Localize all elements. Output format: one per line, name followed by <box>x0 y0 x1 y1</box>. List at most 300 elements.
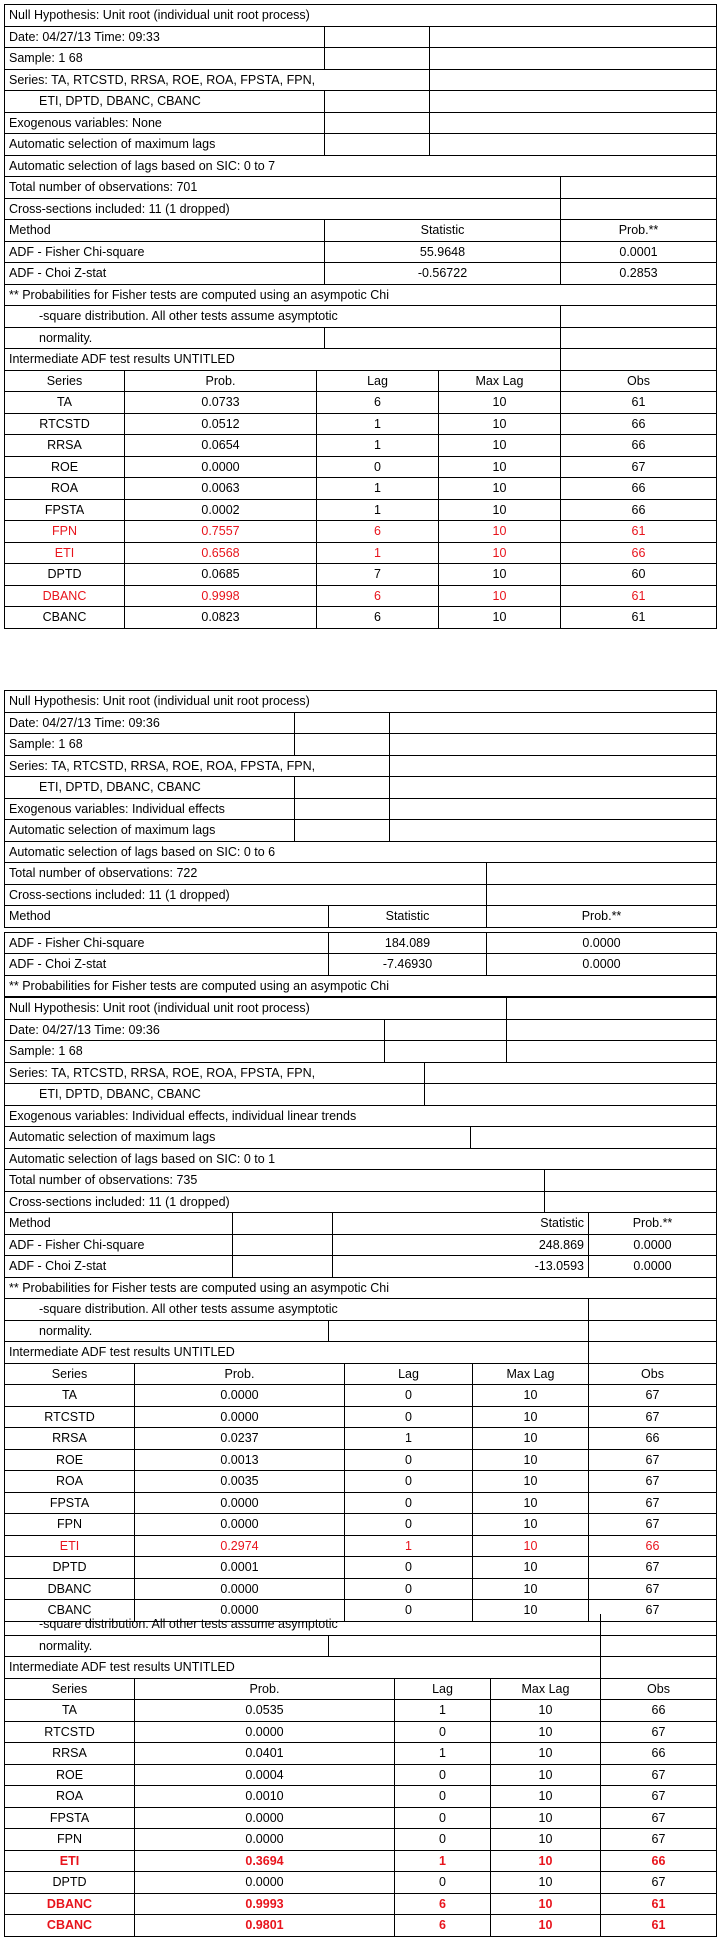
method-name: ADF - Fisher Chi-square <box>5 1234 233 1256</box>
method-statistic: -0.56722 <box>325 263 561 285</box>
lag-cell: 0 <box>345 1600 473 1622</box>
max-lag-cell: 10 <box>491 1915 601 1937</box>
max-lag-cell: 10 <box>473 1428 589 1450</box>
obs-cell: 67 <box>589 1492 717 1514</box>
auto-sic-lags: Automatic selection of lags based on SIC: 0 to 7 <box>5 155 717 177</box>
lag-cell: 1 <box>395 1700 491 1722</box>
probability-note: ** Probabilities for Fisher tests are computed using an asympotic Chi <box>5 975 717 997</box>
col-obs: Obs <box>601 1679 717 1700</box>
lag-cell: 1 <box>345 1535 473 1557</box>
obs-cell: 66 <box>561 499 717 521</box>
series-cell: ETI <box>5 1535 135 1557</box>
prob-cell: 0.0035 <box>135 1471 345 1493</box>
prob-cell: 0.0013 <box>135 1449 345 1471</box>
probability-note-end: normality. <box>5 327 325 349</box>
table-row <box>5 1428 717 1450</box>
max-lag-cell: 10 <box>473 1492 589 1514</box>
prob-cell: 0.0002 <box>125 499 317 521</box>
lag-cell: 0 <box>395 1786 491 1808</box>
series-cell: ROA <box>5 1786 135 1808</box>
series-list-cont: ETI, DPTD, DBANC, CBANC <box>5 777 295 799</box>
intermediate-title: Intermediate ADF test results UNTITLED <box>5 1657 601 1679</box>
lag-cell: 1 <box>395 1850 491 1872</box>
obs-cell: 67 <box>589 1449 717 1471</box>
prob-cell: 0.0000 <box>135 1829 395 1851</box>
method-name: ADF - Choi Z-stat <box>5 1256 233 1278</box>
auto-sic-lags: Automatic selection of lags based on SIC: 0 to 1 <box>5 1148 717 1170</box>
method-results-table <box>4 932 717 998</box>
prob-header: Prob.** <box>589 1213 717 1234</box>
prob-cell: 0.0654 <box>125 435 317 457</box>
series-cell: RTCSTD <box>5 413 125 435</box>
col-prob: Prob. <box>135 1679 395 1700</box>
col-obs: Obs <box>589 1364 717 1385</box>
date-time: Date: 04/27/13 Time: 09:36 <box>5 712 295 734</box>
lag-cell: 6 <box>317 521 439 543</box>
table-row <box>5 1807 717 1829</box>
null-hypothesis: Null Hypothesis: Unit root (individual unit root process) <box>5 998 507 1020</box>
date-time: Date: 04/27/13 Time: 09:33 <box>5 26 325 48</box>
total-observations: Total number of observations: 735 <box>5 1170 545 1191</box>
obs-cell: 66 <box>589 1535 717 1557</box>
table-row <box>5 478 717 500</box>
notes-table <box>4 285 717 371</box>
max-lag-cell: 10 <box>491 1829 601 1851</box>
notes-table <box>4 1614 717 1679</box>
max-lag-cell: 10 <box>473 1600 589 1622</box>
lag-cell: 1 <box>317 435 439 457</box>
prob-cell: 0.0401 <box>135 1743 395 1765</box>
max-lag-cell: 10 <box>473 1471 589 1493</box>
method-statistic: 184.089 <box>329 932 487 954</box>
obs-cell: 61 <box>561 607 717 629</box>
prob-cell: 0.0000 <box>135 1872 395 1894</box>
method-prob: 0.0000 <box>589 1256 717 1278</box>
series-cell: ROE <box>5 456 125 478</box>
col-prob: Prob. <box>125 371 317 392</box>
obs-cell: 61 <box>561 392 717 414</box>
prob-header: Prob.** <box>487 906 717 927</box>
method-prob: 0.0000 <box>487 954 717 976</box>
table-row <box>5 1492 717 1514</box>
method-prob: 0.0000 <box>487 932 717 954</box>
max-lag-cell: 10 <box>439 499 561 521</box>
series-cell: RTCSTD <box>5 1721 135 1743</box>
intermediate-results-table <box>4 1679 717 1937</box>
prob-cell: 0.0000 <box>135 1492 345 1514</box>
max-lag-cell: 10 <box>439 542 561 564</box>
method-table <box>4 1213 717 1278</box>
method-table <box>4 220 717 285</box>
obs-cell: 67 <box>589 1578 717 1600</box>
max-lag-cell: 10 <box>473 1514 589 1536</box>
method-prob: 0.0001 <box>561 241 717 263</box>
series-list: Series: TA, RTCSTD, RRSA, ROE, ROA, FPSTA, FPN, <box>5 755 390 777</box>
series-cell: TA <box>5 392 125 414</box>
obs-cell: 67 <box>601 1721 717 1743</box>
probability-note-cont: -square distribution. All other tests assume asymptotic <box>5 306 561 328</box>
series-cell: RRSA <box>5 435 125 457</box>
table-row <box>5 1915 717 1937</box>
series-cell: DBANC <box>5 1893 135 1915</box>
prob-cell: 0.0000 <box>135 1578 345 1600</box>
max-lag-cell: 10 <box>439 607 561 629</box>
prob-cell: 0.0000 <box>135 1385 345 1407</box>
col-prob: Prob. <box>135 1364 345 1385</box>
table-row <box>5 1893 717 1915</box>
obs-cell: 61 <box>561 585 717 607</box>
test-header-table <box>4 690 717 863</box>
prob-cell: 0.0000 <box>135 1406 345 1428</box>
series-cell: FPN <box>5 521 125 543</box>
prob-cell: 0.0000 <box>135 1600 345 1622</box>
obs-cell: 61 <box>601 1893 717 1915</box>
prob-cell: 0.9998 <box>125 585 317 607</box>
max-lag-cell: 10 <box>491 1743 601 1765</box>
table-row <box>5 435 717 457</box>
prob-cell: 0.2974 <box>135 1535 345 1557</box>
series-cell: ROE <box>5 1764 135 1786</box>
table-row <box>5 499 717 521</box>
table-row <box>5 1557 717 1579</box>
lag-cell: 6 <box>395 1915 491 1937</box>
sample: Sample: 1 68 <box>5 734 295 756</box>
col-series: Series <box>5 1364 135 1385</box>
max-lag-cell: 10 <box>439 392 561 414</box>
max-lag-cell: 10 <box>491 1700 601 1722</box>
prob-cell: 0.0010 <box>135 1786 395 1808</box>
table-row <box>5 607 717 629</box>
prob-cell: 0.0237 <box>135 1428 345 1450</box>
series-list: Series: TA, RTCSTD, RRSA, ROE, ROA, FPSTA, FPN, <box>5 1063 425 1084</box>
probability-note: ** Probabilities for Fisher tests are computed using an asympotic Chi <box>5 1278 717 1299</box>
cross-sections: Cross-sections included: 11 (1 dropped) <box>5 1191 545 1213</box>
auto-max-lags: Automatic selection of maximum lags <box>5 820 295 842</box>
table-row <box>5 1471 717 1493</box>
series-cell: CBANC <box>5 607 125 629</box>
max-lag-cell: 10 <box>491 1893 601 1915</box>
series-cell: DBANC <box>5 1578 135 1600</box>
prob-cell: 0.0000 <box>135 1721 395 1743</box>
table-row <box>5 1700 717 1722</box>
date-time: Date: 04/27/13 Time: 09:36 <box>5 1019 385 1041</box>
auto-sic-lags: Automatic selection of lags based on SIC: 0 to 6 <box>5 841 717 863</box>
exogenous-variables: Exogenous variables: Individual effects <box>5 798 295 820</box>
lag-cell: 6 <box>317 585 439 607</box>
statistic-header: Statistic <box>333 1213 589 1234</box>
table-row <box>5 1850 717 1872</box>
lag-cell: 1 <box>395 1743 491 1765</box>
lag-cell: 0 <box>395 1721 491 1743</box>
max-lag-cell: 10 <box>473 1406 589 1428</box>
max-lag-cell: 10 <box>491 1807 601 1829</box>
lag-cell: 0 <box>345 1471 473 1493</box>
unit-root-test-individual-effects <box>4 690 716 997</box>
notes-table <box>4 1278 717 1364</box>
series-cell: RTCSTD <box>5 1406 135 1428</box>
obs-cell: 60 <box>561 564 717 586</box>
max-lag-cell: 10 <box>439 478 561 500</box>
intermediate-title: Intermediate ADF test results UNTITLED <box>5 349 561 371</box>
series-cell: ROA <box>5 478 125 500</box>
max-lag-cell: 10 <box>491 1850 601 1872</box>
table-row <box>5 564 717 586</box>
col-series: Series <box>5 1679 135 1700</box>
obs-cell: 67 <box>589 1471 717 1493</box>
method-statistic: -7.46930 <box>329 954 487 976</box>
method-header: Method <box>5 220 325 241</box>
table-row <box>5 456 717 478</box>
lag-cell: 6 <box>317 392 439 414</box>
series-cell: DBANC <box>5 585 125 607</box>
table-row <box>5 1535 717 1557</box>
series-cell: TA <box>5 1385 135 1407</box>
series-cell: FPN <box>5 1514 135 1536</box>
lag-cell: 0 <box>317 456 439 478</box>
lag-cell: 0 <box>395 1764 491 1786</box>
null-hypothesis: Null Hypothesis: Unit root (individual unit root process) <box>5 5 717 27</box>
prob-cell: 0.9801 <box>135 1915 395 1937</box>
table-row <box>5 1578 717 1600</box>
prob-cell: 0.0004 <box>135 1764 395 1786</box>
max-lag-cell: 10 <box>439 413 561 435</box>
lag-cell: 0 <box>345 1385 473 1407</box>
series-cell: ETI <box>5 1850 135 1872</box>
lag-cell: 1 <box>345 1428 473 1450</box>
max-lag-cell: 10 <box>439 435 561 457</box>
series-cell: DPTD <box>5 564 125 586</box>
series-list-cont: ETI, DPTD, DBANC, CBANC <box>5 91 325 113</box>
lag-cell: 0 <box>345 1406 473 1428</box>
prob-cell: 0.0063 <box>125 478 317 500</box>
prob-cell: 0.0733 <box>125 392 317 414</box>
prob-cell: 0.0823 <box>125 607 317 629</box>
probability-note-cont: -square distribution. All other tests assume asymptotic <box>5 1299 589 1321</box>
prob-cell: 0.0000 <box>135 1514 345 1536</box>
table-row <box>5 1514 717 1536</box>
obs-cell: 66 <box>601 1700 717 1722</box>
lag-cell: 0 <box>345 1449 473 1471</box>
prob-cell: 0.0001 <box>135 1557 345 1579</box>
obs-cell: 66 <box>561 435 717 457</box>
obs-cell: 66 <box>561 542 717 564</box>
obs-cell: 61 <box>601 1915 717 1937</box>
table-row <box>5 1406 717 1428</box>
table-row <box>5 1385 717 1407</box>
obs-cell: 67 <box>601 1872 717 1894</box>
table-row <box>5 1872 717 1894</box>
method-name: ADF - Choi Z-stat <box>5 954 329 976</box>
method-name: ADF - Fisher Chi-square <box>5 241 325 263</box>
obs-cell: 67 <box>589 1385 717 1407</box>
sample: Sample: 1 68 <box>5 48 325 70</box>
series-cell: CBANC <box>5 1915 135 1937</box>
lags-table <box>4 1127 717 1170</box>
series-cell: FPSTA <box>5 499 125 521</box>
obs-cell: 67 <box>601 1829 717 1851</box>
intermediate-results-table <box>4 1364 717 1622</box>
series-cell: CBANC <box>5 1600 135 1622</box>
auto-max-lags: Automatic selection of maximum lags <box>5 1127 471 1148</box>
series-cell: ROE <box>5 1449 135 1471</box>
table-row <box>5 1743 717 1765</box>
max-lag-cell: 10 <box>491 1764 601 1786</box>
table-row <box>5 1449 717 1471</box>
method-prob: 0.0000 <box>589 1234 717 1256</box>
obs-cell: 67 <box>589 1514 717 1536</box>
method-statistic: -13.0593 <box>333 1256 589 1278</box>
obs-cell: 67 <box>589 1600 717 1622</box>
max-lag-cell: 10 <box>439 521 561 543</box>
lag-cell: 0 <box>395 1807 491 1829</box>
col-max-lag: Max Lag <box>439 371 561 392</box>
col-obs: Obs <box>561 371 717 392</box>
max-lag-cell: 10 <box>473 1449 589 1471</box>
series-cell: TA <box>5 1700 135 1722</box>
probability-note-end: normality. <box>5 1635 329 1657</box>
obs-cell: 67 <box>561 456 717 478</box>
unit-root-test-individual-trends <box>4 997 716 1622</box>
exogenous-variables: Exogenous variables: Individual effects, individual linear trends <box>5 1105 717 1127</box>
probability-note: ** Probabilities for Fisher tests are computed using an asympotic Chi <box>5 285 717 306</box>
lag-cell: 0 <box>345 1492 473 1514</box>
col-lag: Lag <box>317 371 439 392</box>
series-cell: DPTD <box>5 1557 135 1579</box>
lag-cell: 0 <box>395 1872 491 1894</box>
col-lag: Lag <box>395 1679 491 1700</box>
intermediate-results-continued <box>4 1614 716 1937</box>
table-row <box>5 1721 717 1743</box>
null-hypothesis: Null Hypothesis: Unit root (individual unit root process) <box>5 691 717 713</box>
method-prob: 0.2853 <box>561 263 717 285</box>
max-lag-cell: 10 <box>473 1557 589 1579</box>
series-cell: RRSA <box>5 1743 135 1765</box>
lag-cell: 1 <box>317 478 439 500</box>
sample: Sample: 1 68 <box>5 1041 385 1063</box>
table-row <box>5 392 717 414</box>
prob-cell: 0.0535 <box>135 1700 395 1722</box>
total-observations: Total number of observations: 701 <box>5 177 561 198</box>
prob-cell: 0.3694 <box>135 1850 395 1872</box>
obs-cell: 66 <box>561 478 717 500</box>
total-observations: Total number of observations: 722 <box>5 863 487 884</box>
series-cell: RRSA <box>5 1428 135 1450</box>
lag-cell: 6 <box>317 607 439 629</box>
method-table <box>4 906 717 928</box>
prob-cell: 0.0000 <box>135 1807 395 1829</box>
obs-table <box>4 863 717 906</box>
max-lag-cell: 10 <box>491 1872 601 1894</box>
obs-cell: 66 <box>589 1428 717 1450</box>
lag-cell: 0 <box>345 1578 473 1600</box>
obs-cell: 66 <box>561 413 717 435</box>
method-header: Method <box>5 1213 233 1234</box>
obs-cell: 67 <box>601 1786 717 1808</box>
series-cell: FPSTA <box>5 1492 135 1514</box>
max-lag-cell: 10 <box>491 1786 601 1808</box>
method-header: Method <box>5 906 329 927</box>
lag-cell: 1 <box>317 413 439 435</box>
method-statistic: 55.9648 <box>325 241 561 263</box>
obs-cell: 67 <box>601 1807 717 1829</box>
obs-cell: 67 <box>601 1764 717 1786</box>
cross-sections: Cross-sections included: 11 (1 dropped) <box>5 884 487 906</box>
test-header-table <box>4 997 717 1063</box>
intermediate-title: Intermediate ADF test results UNTITLED <box>5 1342 589 1364</box>
statistic-header: Statistic <box>329 906 487 927</box>
intermediate-results-table <box>4 371 717 629</box>
method-name: ADF - Choi Z-stat <box>5 263 325 285</box>
probability-note-end: normality. <box>5 1320 329 1342</box>
prob-cell: 0.9993 <box>135 1893 395 1915</box>
prob-header: Prob.** <box>561 220 717 241</box>
obs-cell: 66 <box>601 1850 717 1872</box>
prob-cell: 0.0685 <box>125 564 317 586</box>
lag-cell: 1 <box>317 542 439 564</box>
series-cell: ROA <box>5 1471 135 1493</box>
table-row <box>5 1764 717 1786</box>
lag-cell: 0 <box>345 1514 473 1536</box>
statistic-header: Statistic <box>325 220 561 241</box>
max-lag-cell: 10 <box>439 564 561 586</box>
col-max-lag: Max Lag <box>473 1364 589 1385</box>
table-row <box>5 1786 717 1808</box>
max-lag-cell: 10 <box>473 1535 589 1557</box>
obs-cell: 67 <box>589 1557 717 1579</box>
auto-max-lags: Automatic selection of maximum lags <box>5 134 325 156</box>
method-name: ADF - Fisher Chi-square <box>5 932 329 954</box>
col-series: Series <box>5 371 125 392</box>
lag-cell: 6 <box>395 1893 491 1915</box>
obs-cell: 66 <box>601 1743 717 1765</box>
series-cell: DPTD <box>5 1872 135 1894</box>
cross-sections: Cross-sections included: 11 (1 dropped) <box>5 198 561 220</box>
unit-root-test-none <box>4 4 716 629</box>
max-lag-cell: 10 <box>473 1385 589 1407</box>
exogenous-variables: Exogenous variables: None <box>5 112 325 134</box>
lag-cell: 7 <box>317 564 439 586</box>
method-statistic: 248.869 <box>333 1234 589 1256</box>
lag-cell: 0 <box>395 1829 491 1851</box>
obs-table <box>4 177 717 220</box>
series-list-cont: ETI, DPTD, DBANC, CBANC <box>5 1084 425 1106</box>
test-header-table <box>4 4 717 177</box>
prob-cell: 0.0000 <box>125 456 317 478</box>
series-cell: FPSTA <box>5 1807 135 1829</box>
table-row <box>5 1829 717 1851</box>
max-lag-cell: 10 <box>439 456 561 478</box>
table-row <box>5 413 717 435</box>
probability-note-cont: -square distribution. All other tests assume asymptotic <box>5 1614 601 1635</box>
series-cell: FPN <box>5 1829 135 1851</box>
prob-cell: 0.7557 <box>125 521 317 543</box>
series-list: Series: TA, RTCSTD, RRSA, ROE, ROA, FPSTA, FPN, <box>5 69 430 91</box>
obs-table <box>4 1170 717 1213</box>
prob-cell: 0.0512 <box>125 413 317 435</box>
max-lag-cell: 10 <box>473 1578 589 1600</box>
lag-cell: 1 <box>317 499 439 521</box>
max-lag-cell: 10 <box>439 585 561 607</box>
obs-cell: 67 <box>589 1406 717 1428</box>
series-cell: ETI <box>5 542 125 564</box>
max-lag-cell: 10 <box>491 1721 601 1743</box>
series-table <box>4 1063 717 1128</box>
table-row <box>5 542 717 564</box>
table-row <box>5 521 717 543</box>
prob-cell: 0.6568 <box>125 542 317 564</box>
obs-cell: 61 <box>561 521 717 543</box>
col-max-lag: Max Lag <box>491 1679 601 1700</box>
